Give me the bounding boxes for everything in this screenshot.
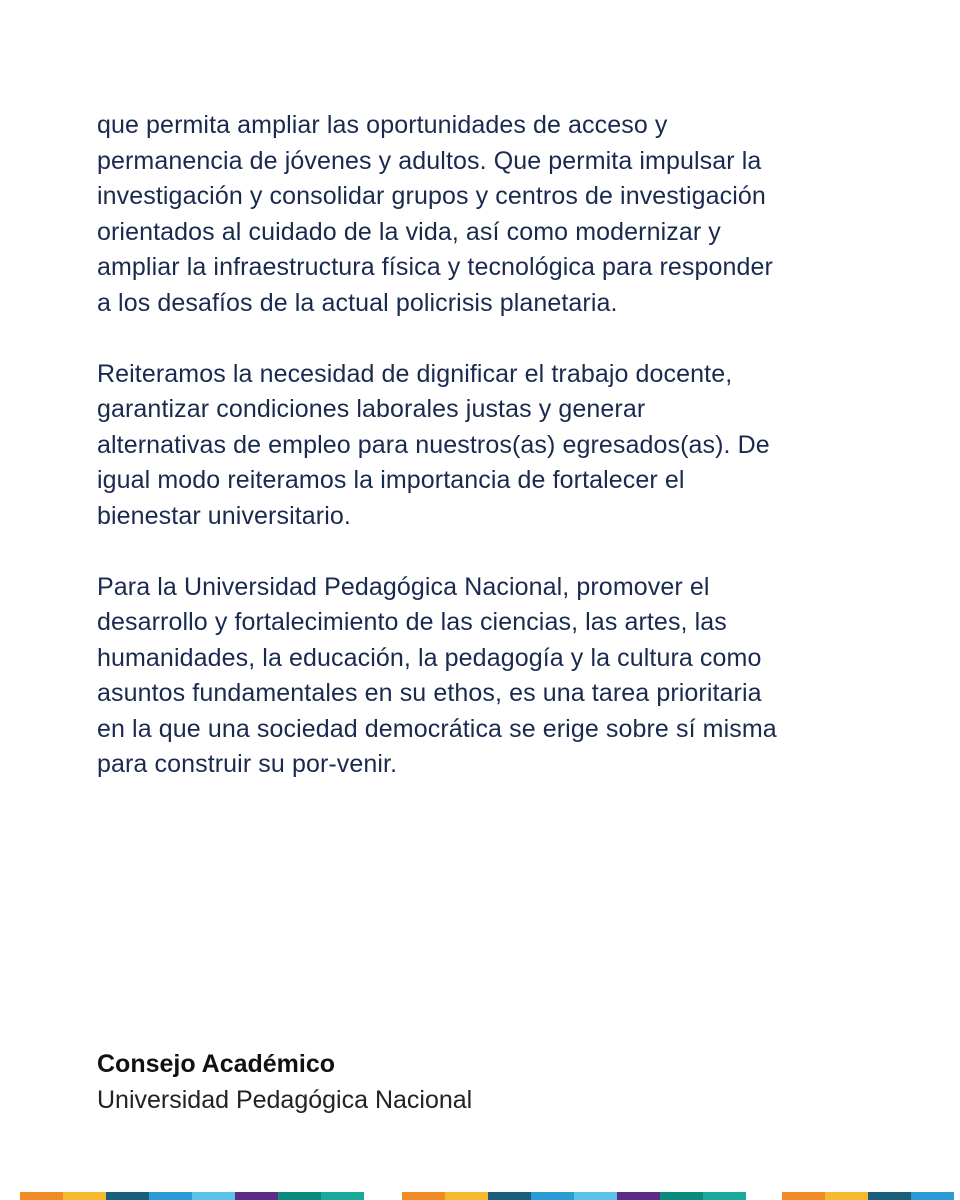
stripe-segment (445, 1192, 488, 1200)
stripe-segment (488, 1192, 531, 1200)
text-line: desarrollo y fortalecimiento de las ciencias, las artes, las (97, 608, 727, 636)
stripe-segment (574, 1192, 617, 1200)
text-line: ampliar la infraestructura física y tecnológica para responder (97, 253, 773, 281)
stripe-segment (617, 1192, 660, 1200)
text-line: investigación y consolidar grupos y centros de investigación (97, 182, 766, 210)
paragraph-1 (97, 108, 897, 321)
text-line: que permita ampliar las oportunidades de acceso y (97, 111, 668, 139)
text-line: garantizar condiciones laborales justas y generar (97, 395, 646, 423)
text-line: Reiteramos la necesidad de dignificar el trabajo docente, (97, 359, 733, 388)
color-stripe-left (20, 1192, 364, 1200)
text-line: permanencia de jóvenes y adultos. Que permita impulsar la (97, 146, 762, 175)
stripe-segment (402, 1192, 445, 1200)
stripe-segment (660, 1192, 703, 1200)
text-line: bienestar universitario. (97, 501, 351, 530)
body-text (97, 108, 897, 818)
signature-organization: Universidad Pedagógica Nacional (97, 1086, 473, 1114)
stripe-segment (531, 1192, 574, 1200)
stripe-segment (20, 1192, 63, 1200)
stripe-segment (149, 1192, 192, 1200)
text-line: para construir su por-venir. (97, 750, 398, 778)
stripe-segment (278, 1192, 321, 1200)
text-line: humanidades, la educación, la pedagogía y la cultura como (97, 643, 762, 672)
stripe-segment (911, 1192, 954, 1200)
text-line: alternativas de empleo para nuestros(as) egresados(as). De (97, 430, 770, 459)
text-line: a los desafíos de la actual policrisis planetaria. (97, 288, 618, 317)
stripe-segment (825, 1192, 868, 1200)
text-line: orientados al cuidado de la vida, así como modernizar y (97, 217, 721, 246)
stripe-segment (868, 1192, 911, 1200)
paragraph-3 (97, 570, 897, 783)
stripe-segment (782, 1192, 825, 1200)
stripe-segment (703, 1192, 746, 1200)
stripe-segment (106, 1192, 149, 1200)
text-line: Para la Universidad Pedagógica Nacional, promover el (97, 572, 710, 601)
paragraph-2 (97, 357, 897, 535)
stripe-segment (192, 1192, 235, 1200)
stripe-segment (321, 1192, 364, 1200)
text-line: en la que una sociedad democrática se erige sobre sí misma (97, 714, 777, 743)
stripe-segment (63, 1192, 106, 1200)
signature-name: Consejo Académico (97, 1050, 336, 1078)
stripe-segment (235, 1192, 278, 1200)
text-line: igual modo reiteramos la importancia de fortalecer el (97, 466, 685, 494)
signature-block (97, 1046, 472, 1118)
color-stripe-center (402, 1192, 746, 1200)
color-stripe-right (782, 1192, 954, 1200)
text-line: asuntos fundamentales en su ethos, es una tarea prioritaria (97, 679, 762, 707)
